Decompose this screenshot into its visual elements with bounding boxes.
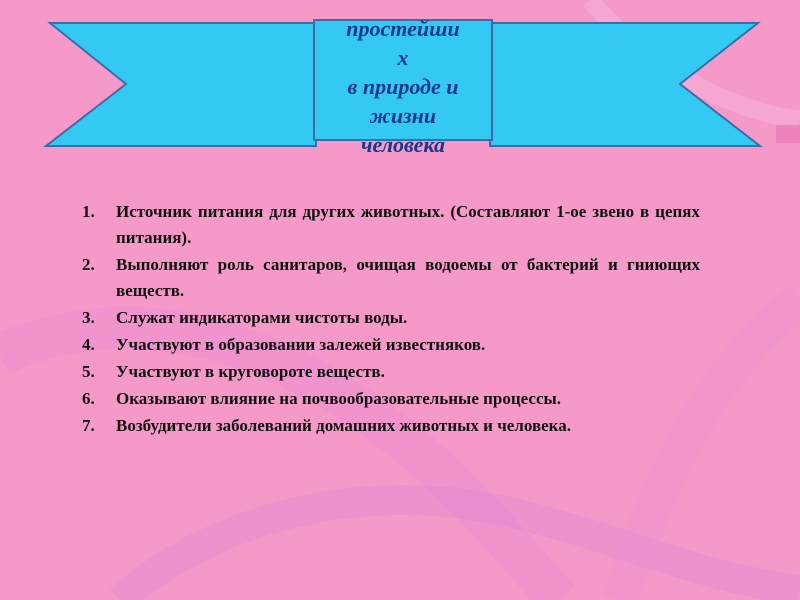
list-item <box>82 199 700 251</box>
title-line: жизни <box>369 103 437 128</box>
list-item-number: 5. <box>82 362 95 381</box>
list-item <box>82 359 700 385</box>
list-item-number: 4. <box>82 335 95 354</box>
banner-left-tail <box>46 23 316 146</box>
list-item-number: 1. <box>82 202 95 221</box>
title-line: х <box>397 45 409 70</box>
list-item-text: Возбудители заболеваний домашних животных и человека. <box>116 416 571 435</box>
slide-content <box>82 199 700 440</box>
list-item-text: Источник питания для других животных. (Составляют 1-ое звено в цепях питания). <box>116 202 700 247</box>
slide-title <box>313 14 493 159</box>
list-item-text: Участвуют в круговороте веществ. <box>116 362 385 381</box>
title-line: простейши <box>346 16 460 41</box>
benefits-list <box>82 199 700 439</box>
list-item-number: 6. <box>82 389 95 408</box>
list-item <box>82 305 700 331</box>
background-band-lower <box>120 500 800 600</box>
list-item-text: Выполняют роль санитаров, очищая водоемы от бактерий и гниющих веществ. <box>116 255 700 300</box>
list-item-text: Оказывают влияние на почвообразовательные процессы. <box>116 389 562 408</box>
title-line: в природе и <box>347 74 459 99</box>
list-item-number: 7. <box>82 416 95 435</box>
list-item-text: Служат индикаторами чистоты воды. <box>116 308 408 327</box>
list-item-text: Участвуют в образовании залежей известняков. <box>116 335 486 354</box>
list-item <box>82 252 700 304</box>
list-item <box>82 332 700 358</box>
list-item-number: 3. <box>82 308 95 327</box>
title-line: человека <box>361 132 445 157</box>
list-item <box>82 386 700 412</box>
list-item <box>82 413 700 439</box>
banner-right-tail <box>490 23 760 146</box>
list-item-number: 2. <box>82 255 95 274</box>
